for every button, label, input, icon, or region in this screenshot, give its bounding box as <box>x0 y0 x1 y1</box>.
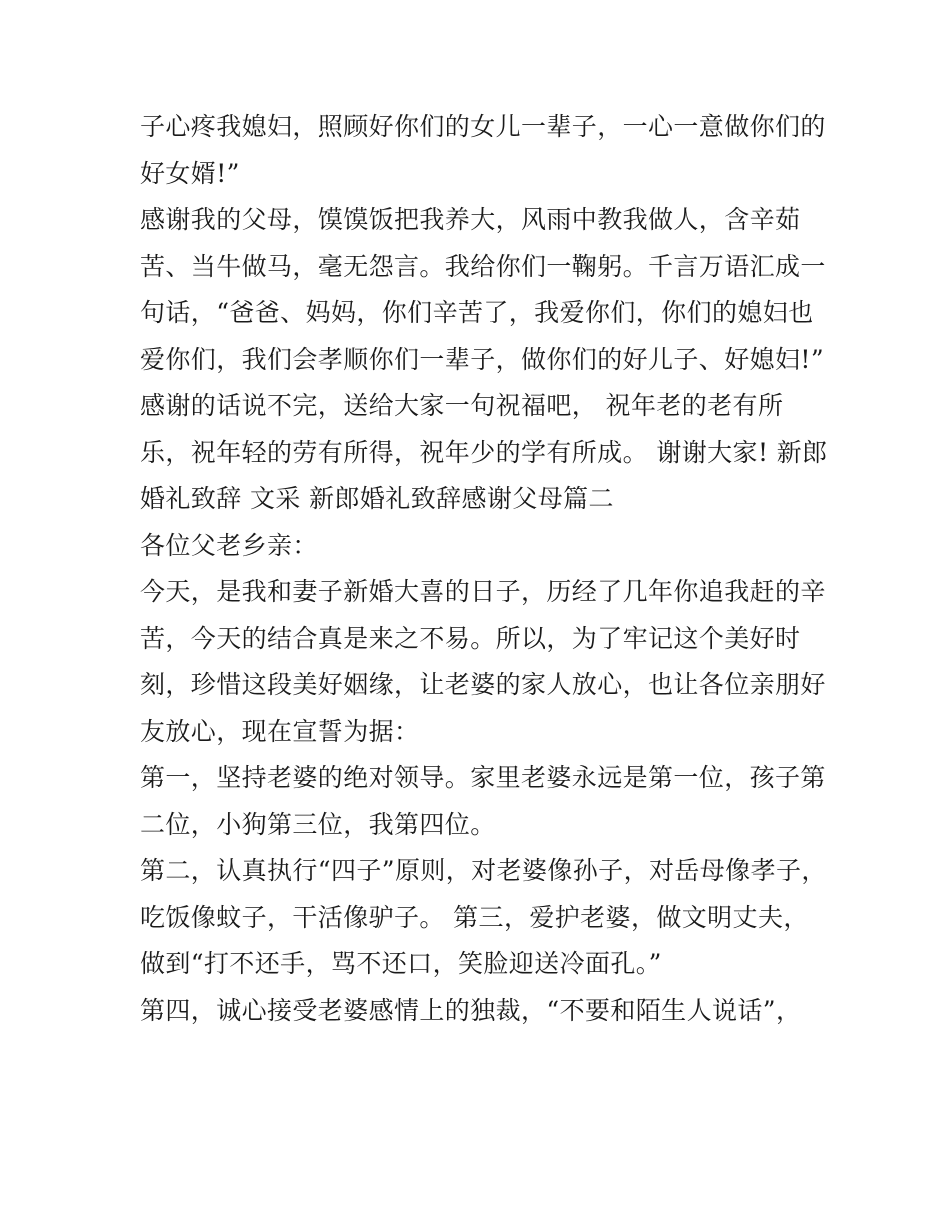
text-line: 感谢我的父母，馍馍饭把我养大，风雨中教我做人，含辛茹 <box>140 205 801 234</box>
text-line: 第二，认真执行“四子”原则，对老婆像孙子，对岳母像孝子， <box>140 856 827 885</box>
text-line: 吃饭像蚊子，干活像驴子。 第三，爱护老婆，做文明丈夫， <box>140 902 809 932</box>
text-line: 婚礼致辞 文采 新郎婚礼致辞感谢父母篇二 <box>140 484 614 513</box>
document-body <box>140 104 828 1034</box>
text-line: 各位父老乡亲： <box>140 530 318 560</box>
text-line: 好女婿!” <box>140 158 240 188</box>
text-line: 做到“打不还手，骂不还口，笑脸迎送冷面孔。” <box>140 949 662 978</box>
text-line: 第四，诚心接受老婆感情上的独裁，“不要和陌生人说话”， <box>140 995 802 1025</box>
text-line: 刻，珍惜这段美好姻缘，让老婆的家人放心，也让各位亲朋好 <box>140 670 826 699</box>
text-line: 友放心，现在宣誓为据： <box>140 716 420 746</box>
text-line: 爱你们，我们会孝顺你们一辈子，做你们的好儿子、好媳妇!” <box>140 344 825 374</box>
text-line: 子心疼我媳妇，照顾好你们的女儿一辈子，一心一意做你们的 <box>140 112 826 141</box>
text-line: 苦，今天的结合真是来之不易。所以，为了牢记这个美好时 <box>140 623 801 653</box>
text-line: 感谢的话说不完，送给大家一句祝福吧， 祝年老的老有所 <box>140 391 784 420</box>
text-line: 句话，“爸爸、妈妈，你们辛苦了，我爱你们，你们的媳妇也 <box>140 298 814 327</box>
text-line: 二位，小狗第三位，我第四位。 <box>140 809 496 839</box>
text-line: 乐，祝年轻的劳有所得，祝年少的学有所成。 谢谢大家! 新郎 <box>140 437 828 467</box>
text-line: 第一，坚持老婆的绝对领导。家里老婆永远是第一位，孩子第 <box>140 763 826 792</box>
text-line: 今天，是我和妻子新婚大喜的日子，历经了几年你追我赶的辛 <box>140 577 826 606</box>
text-line: 苦、当牛做马，毫无怨言。我给你们一鞠躬。千言万语汇成一 <box>140 251 826 281</box>
